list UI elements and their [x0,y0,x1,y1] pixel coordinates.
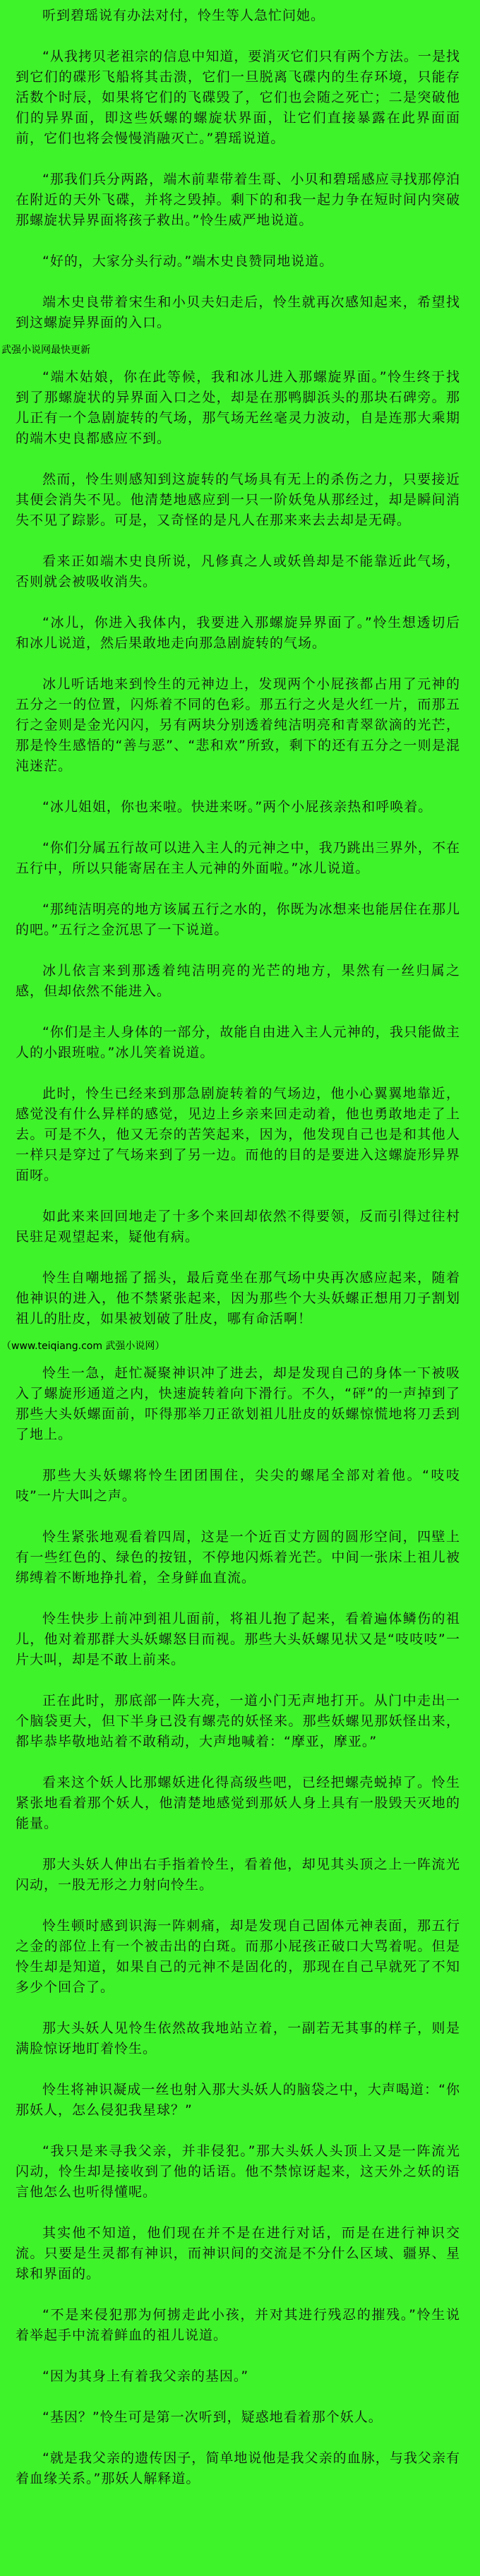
novel-paragraph: “冰儿，你进入我体内，我要进入那螺旋异界面了。”怜生想透切后和冰儿说道，然后果敢地走向那急剧旋转的气场。 [16,615,460,651]
novel-paragraph: “冰儿姐姐，你也来啦。快进来呀。”两个小屁孩亲热和呼唤着。 [42,799,433,815]
novel-paragraph: “你们是主人身体的一部分，故能自由进入主人元神的，我只能做主人的小跟班啦。”冰儿笑着说道。 [16,1024,460,1060]
novel-paragraph: 那大头妖人伸出右手指着怜生，看着他，却见其头顶之上一阵流光闪动，一股无形之力射向怜生。 [16,1857,460,1893]
novel-paragraph: “不是来侵犯那为何掳走此小孩，并对其进行残忍的摧残。”怜生说着举起手中流着鲜血的祖儿说道。 [16,2307,460,2343]
novel-paragraph: 冰儿听话地来到怜生的元神边上，发现两个小屁孩都占用了元神的五分之一的位置，闪烁着不同的色彩。那五行之火是火红一片，而那五行之金则是金光闪闪，另有两块分别透着纯洁明亮和青翠欲滴的光芒，那是怜生感悟的“善与恶”、“悲和欢”所致，剩下的还有五分之一则是混沌迷茫。 [16,676,460,774]
novel-paragraph: 端木史良带着宋生和小贝夫妇走后，怜生就再次感知起来，希望找到这螺旋异界面的入口。 [16,294,460,330]
novel-paragraph: “那我们兵分两路，端木前辈带着生哥、小贝和碧瑶感应寻找那停泊在附近的天外飞碟，并将之毁掉。剩下的和我一起力争在短时间内突破那螺旋状异界面将孩子救出。”怜生威严地说道。 [16,172,460,228]
novel-paragraph: 如此来来回回地走了十多个来回却依然不得要领，反而引得过往村民驻足观望起来，疑他有病。 [16,1209,460,1245]
novel-paragraph: 怜生一急，赶忙凝聚神识冲了进去，却是发现自己的身体一下被吸入了螺旋形通道之内，快速旋转着向下滑行。不久，“砰”的一声掉到了那些大头妖螺面前，吓得那举刀正欲划祖儿肚皮的妖螺惊慌地将刀丢到了地上。 [16,1365,460,1442]
novel-paragraph: 怜生自嘲地摇了摇头，最后竟坐在那气场中央再次感应起来，随着他神识的进入，他不禁紧张起来，因为那些个大头妖螺正想用刀子割划祖儿的肚皮，如果被划破了肚皮，哪有命活啊！ [16,1270,460,1326]
novel-paragraph: 怜生紧张地观看着四周，这是一个近百丈方圆的圆形空间，四壁上有一些红色的、绿色的按钮，不停地闪烁着光芒。中间一张床上祖儿被绑缚着不断地挣扎着，全身鲜血直流。 [16,1529,460,1586]
novel-paragraph: 此时，怜生已经来到那急剧旋转着的气场边，他小心翼翼地靠近，感觉没有什么异样的感觉，见边上乡亲来回走动着，他也勇敢地走了上去。可是不久，他又无奈的苦笑起来，因为，他发现自己也是和其他人一样只是穿过了气场来到了另一边。而他的目的是要进入这螺旋形异界面呀。 [16,1086,460,1183]
novel-paragraph: 怜生快步上前冲到祖儿面前，将祖儿抱了起来，看着遍体鳞伤的祖儿，他对着那群大头妖螺怒目而视。那些大头妖螺见状又是“吱吱吱”一片大叫，却是不敢上前来。 [16,1611,460,1667]
novel-paragraph: 看来正如端木史良所说，凡修真之人或妖兽却是不能靠近此气场，否则就会被吸收消失。 [16,553,460,589]
novel-paragraph: 然而，怜生则感知到这旋转的气场具有无上的杀伤之力，只要接近其便会消失不见。他清楚地感应到一只一阶妖兔从那经过，却是瞬间消失不见了踪影。可是，又奇怪的是凡人在那来来去去却是无碍。 [16,472,460,528]
novel-paragraph: “你们分属五行故可以进入主人的元神之中，我乃跳出三界外，不在五行中，所以只能寄居在主人元神的外面啦。”冰儿说道。 [16,840,460,876]
novel-paragraph: “端木姑娘，你在此等候，我和冰儿进入那螺旋界面。”怜生终于找到了那螺旋状的异界面入口之处，却是在那鸭脚浜头的那块石碑旁。那儿正有一个急剧旋转的气场，那气场无丝毫灵力波动，自是连那大乘期的端木史良都感应不到。 [16,369,460,446]
site-watermark: 武强小说网最快更新 [1,345,90,356]
novel-paragraph: “从我拷贝老祖宗的信息中知道，要消灭它们只有两个方法。一是找到它们的碟形飞船将其击溃，它们一旦脱离飞碟内的生存环境，只能存活数个时辰，如果将它们的飞碟毁了，它们也会随之死亡；二是突破他们的异界面，即这些妖螺的螺旋状界面，让它们直接暴露在此界面面前，它们也将会慢慢消融灭亡。”碧瑶说道。 [16,49,460,146]
novel-paragraph: 其实他不知道，他们现在并不是在进行对话，而是在进行神识交流。只要是生灵都有神识，而神识间的交流是不分什么区域、疆界、星球和界面的。 [16,2225,460,2282]
novel-paragraph: 那大头妖人见怜生依然故我地站立着，一副若无其事的样子，则是满脸惊讶地盯着怜生。 [16,2020,460,2056]
novel-paragraph: 怜生将神识凝成一丝也射入那大头妖人的脑袋之中，大声喝道：“你那妖人，怎么侵犯我星球？” [16,2082,460,2118]
site-watermark: （www.teiqiang.com 武强小说网） [1,1341,165,1352]
novel-paragraph: 看来这个妖人比那螺妖进化得高级些吧，已经把螺壳蜕掉了。怜生紧张地看着那个妖人，他清楚地感觉到那妖人身上具有一股毁天灭地的能量。 [16,1775,460,1831]
novel-paragraph: “那纯洁明亮的地方该属五行之水的，你既为冰想来也能居住在那儿的吧。”五行之金沉思了一下说道。 [16,901,460,937]
novel-paragraph: “基因？”怜生可是第一次听到，疑惑地看着那个妖人。 [42,2409,383,2425]
novel-paragraph: “我只是来寻我父亲，并非侵犯。”那大头妖人头顶上又是一阵流光闪动，怜生却是接收到了他的话语。他不禁惊讶起来，这天外之妖的语言他怎么也听得懂呢。 [16,2143,460,2200]
novel-paragraph: “好的，大家分头行动。”端木史良赞同地说道。 [42,253,334,269]
novel-paragraph: “就是我父亲的遗传因子，简单地说他是我父亲的血脉，与我父亲有着血缘关系。”那妖人解释道。 [16,2450,460,2486]
novel-paragraph: 冰儿依言来到那透着纯洁明亮的光芒的地方，果然有一丝归属之感，但却依然不能进入。 [16,963,460,999]
novel-paragraph: “因为其身上有着我父亲的基因。” [42,2368,249,2384]
novel-paragraph: 怜生顿时感到识海一阵刺痛，却是发现自己固体元神表面，那五行之金的部位上有一个被击出的白斑。而那小屁孩正破口大骂着呢。但是怜生却是知道，如果自己的元神不是固化的，那现在自己早就死了不知多少个回合了。 [16,1918,460,1995]
novel-paragraph: 那些大头妖螺将怜生团团围住，尖尖的螺尾全部对着他。“吱吱吱”一片大叫之声。 [16,1468,460,1504]
novel-paragraph: 听到碧瑶说有办法对付，怜生等人急忙问她。 [42,8,325,23]
novel-content [1,6,460,2489]
novel-paragraph: 正在此时，那底部一阵大亮，一道小门无声地打开。从门中走出一个脑袋更大，但下半身已没有螺壳的妖怪来。那些妖螺见那妖怪出来，都毕恭毕敬地站着不敢稍动，大声地喊着：“摩亚，摩亚。” [16,1693,460,1749]
